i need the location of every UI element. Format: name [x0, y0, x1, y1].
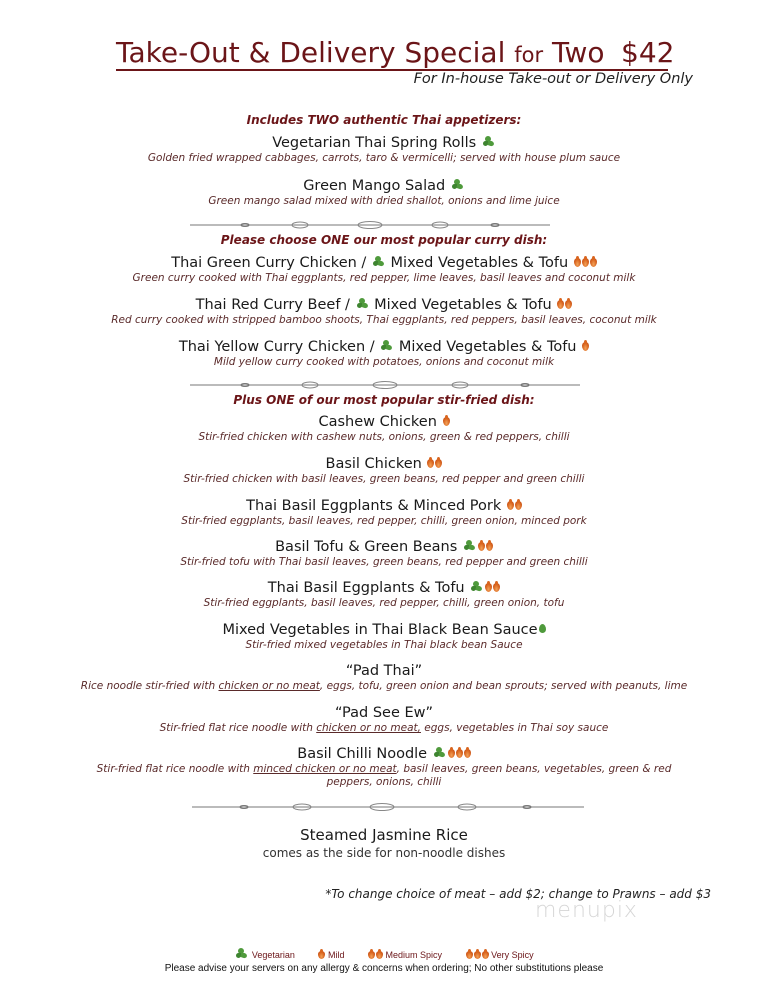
chili-icon [486, 542, 493, 551]
vegetarian-icon [373, 256, 384, 267]
chili-icon [427, 459, 434, 468]
subtitle: For In-house Take-out or Delivery Only [413, 71, 693, 87]
dish-description: Mild yellow curry cooked with potatoes, onions and coconut milk [213, 356, 555, 368]
dish-description: Stir-fried flat rice noodle with minced chicken or no meat, basil leaves, green beans, vegetables, green & red peppers, onions, chilli [96, 763, 672, 788]
legend [0, 950, 768, 961]
dish-name-alt: Mixed Vegetables & Tofu [390, 255, 569, 271]
chili-icon [448, 749, 455, 758]
dish-name: Green Mango Salad [303, 178, 446, 194]
vegetarian-icon [381, 340, 392, 351]
dish-name: Basil Chicken [325, 456, 422, 472]
dish-description: Golden fried wrapped cabbages, carrots, taro & vermicelli; served with house plum sauce [147, 152, 621, 164]
vegetarian-icon [471, 581, 482, 592]
ornamental-divider [190, 220, 550, 230]
chili-icon [478, 542, 485, 551]
dish-description: Stir-fried chicken with basil leaves, green beans, red pepper and green chilli [183, 473, 585, 485]
dish-pad-see-ew [0, 704, 768, 735]
dish-name: Vegetarian Thai Spring Rolls [272, 135, 477, 151]
dish-name: Cashew Chicken [318, 414, 437, 430]
rice-section [0, 826, 768, 861]
stirfry-heading: Plus ONE of our most popular stir-fried dish: [233, 393, 535, 407]
legend-vegetarian: Vegetarian [234, 950, 295, 961]
dish-name: Thai Yellow Curry Chicken / [178, 339, 380, 355]
price: $42 [621, 36, 675, 69]
leaf-icon [539, 624, 546, 633]
dish-name: Mixed Vegetables in Thai Black Bean Sauce [222, 622, 538, 638]
dish-name: Thai Red Curry Beef / [195, 297, 355, 313]
chili-icon [565, 300, 572, 309]
dish-basil-tofu [0, 538, 768, 569]
vegetarian-icon [434, 747, 445, 758]
dish-yellow-curry [0, 338, 768, 369]
dish-name: Basil Tofu & Green Beans [275, 539, 458, 555]
dish-spring-rolls [0, 134, 768, 165]
dish-green-curry [0, 254, 768, 285]
vegetarian-icon [236, 948, 247, 959]
chili-icon [590, 258, 597, 267]
dish-eggplant-pork [0, 497, 768, 528]
chili-icon [574, 258, 581, 267]
title-two: Two [543, 36, 605, 69]
dish-description: Stir-fried tofu with Thai basil leaves, green beans, red pepper and green chilli [180, 556, 588, 568]
chili-icon [443, 417, 450, 426]
menu-title [116, 36, 675, 72]
appetizers-heading: Includes TWO authentic Thai appetizers: [246, 113, 522, 127]
dish-name: Basil Chilli Noodle [297, 746, 428, 762]
chili-icon [318, 951, 325, 959]
allergy-notice: Please advise your servers on any allergy & concerns when ordering; No other substitutions please [164, 963, 604, 974]
dish-name-alt: Mixed Vegetables & Tofu [398, 339, 577, 355]
title-for: for [514, 43, 544, 67]
dish-name: Thai Green Curry Chicken / [171, 255, 371, 271]
legend-very-spicy: Very Spicy [465, 950, 534, 960]
dish-description: Stir-fried eggplants, basil leaves, red pepper, chilli, green onion, minced pork [181, 515, 587, 527]
dish-description: Stir-fried chicken with cashew nuts, onions, green & red peppers, chilli [198, 431, 570, 443]
dish-basil-chilli-noodle [0, 745, 768, 789]
chili-icon [466, 951, 473, 959]
chili-icon [557, 300, 564, 309]
chili-icon [474, 951, 481, 959]
legend-mild: Mild [317, 950, 344, 960]
chili-icon [456, 749, 463, 758]
vegetarian-icon [464, 540, 475, 551]
dish-description: Stir-fried flat rice noodle with chicken or no meat, eggs, vegetables in Thai soy sauce [159, 722, 609, 734]
ornamental-divider [190, 380, 580, 390]
chili-icon [515, 501, 522, 510]
curry-heading: Please choose ONE our most popular curry dish: [220, 233, 548, 247]
dish-name: “Pad Thai” [345, 663, 423, 679]
dish-description: Stir-fried mixed vegetables in Thai black bean Sauce [245, 639, 523, 651]
chili-icon [376, 951, 383, 959]
dish-black-bean [0, 621, 768, 652]
dish-green-mango-salad [0, 177, 768, 208]
chili-icon [464, 749, 471, 758]
dish-description: Stir-fried eggplants, basil leaves, red pepper, chilli, green onion, tofu [203, 597, 565, 609]
dish-basil-chicken [0, 455, 768, 486]
chili-icon [493, 583, 500, 592]
dish-name: Thai Basil Eggplants & Minced Pork [246, 498, 502, 514]
chili-icon [582, 342, 589, 351]
ornamental-divider [192, 802, 584, 812]
dish-pad-thai [0, 662, 768, 693]
title-main: Take-Out & Delivery Special [116, 36, 515, 69]
chili-icon [507, 501, 514, 510]
rice-note: comes as the side for non-noodle dishes [262, 846, 506, 860]
meat-change-footnote: *To change choice of meat – add $2; change to Prawns – add $3 [325, 887, 711, 901]
legend-medium: Medium Spicy [367, 950, 442, 960]
vegetarian-icon [452, 179, 463, 190]
rice-name: Steamed Jasmine Rice [300, 826, 468, 844]
dish-description: Rice noodle stir-fried with chicken or no meat, eggs, tofu, green onion and bean sprouts; served with peanuts, lime [80, 680, 688, 692]
dish-name: “Pad See Ew” [334, 705, 434, 721]
chili-icon [435, 459, 442, 468]
watermark: menupix [535, 898, 638, 923]
chili-icon [368, 951, 375, 959]
chili-icon [582, 258, 589, 267]
dish-red-curry [0, 296, 768, 327]
dish-name: Thai Basil Eggplants & Tofu [267, 580, 465, 596]
dish-description: Red curry cooked with stripped bamboo shoots, Thai eggplants, red peppers, basil leaves, coconut milk [111, 314, 657, 326]
dish-eggplant-tofu [0, 579, 768, 610]
dish-cashew-chicken [0, 413, 768, 444]
dish-description: Green curry cooked with Thai eggplants, red pepper, lime leaves, basil leaves and coconut milk [132, 272, 636, 284]
chili-icon [482, 951, 489, 959]
vegetarian-icon [357, 298, 368, 309]
dish-description: Green mango salad mixed with dried shallot, onions and lime juice [208, 195, 560, 207]
chili-icon [485, 583, 492, 592]
dish-name-alt: Mixed Vegetables & Tofu [374, 297, 552, 313]
vegetarian-icon [483, 136, 494, 147]
